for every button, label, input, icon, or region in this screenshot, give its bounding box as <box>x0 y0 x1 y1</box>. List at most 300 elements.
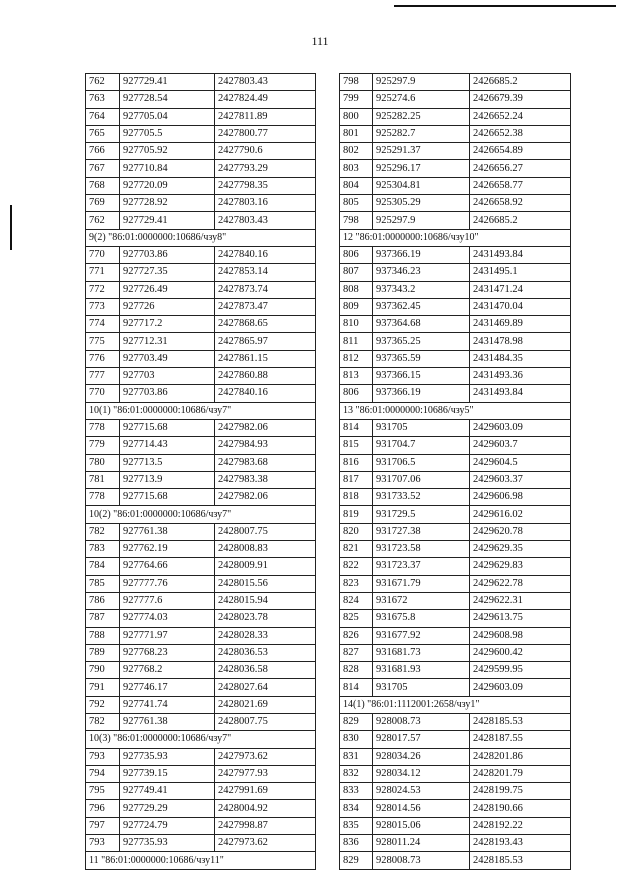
x-coordinate-cell: 928015.06 <box>373 817 470 834</box>
y-coordinate-cell: 2429603.7 <box>470 437 571 454</box>
y-coordinate-cell: 2427803.43 <box>215 212 316 229</box>
table-row <box>340 471 571 488</box>
point-number-cell: 766 <box>86 143 120 160</box>
point-number-cell: 764 <box>86 108 120 125</box>
y-coordinate-cell: 2428185.53 <box>470 852 571 869</box>
table-row <box>86 575 316 592</box>
point-number-cell: 799 <box>340 91 373 108</box>
point-number-cell: 772 <box>86 281 120 298</box>
point-number-cell: 814 <box>340 679 373 696</box>
point-number-cell: 770 <box>86 246 120 263</box>
point-number-cell: 806 <box>340 246 373 263</box>
table-section-header <box>86 402 316 419</box>
table-row <box>86 765 316 782</box>
y-coordinate-cell: 2431469.89 <box>470 316 571 333</box>
point-number-cell: 790 <box>86 662 120 679</box>
table-row <box>86 212 316 229</box>
table-row <box>86 368 316 385</box>
point-number-cell: 805 <box>340 195 373 212</box>
y-coordinate-cell: 2427982.06 <box>215 419 316 436</box>
x-coordinate-cell: 925291.37 <box>373 143 470 160</box>
point-number-cell: 763 <box>86 91 120 108</box>
x-coordinate-cell: 927703.49 <box>120 350 215 367</box>
point-number-cell: 796 <box>86 800 120 817</box>
x-coordinate-cell: 927768.2 <box>120 662 215 679</box>
x-coordinate-cell: 937365.25 <box>373 333 470 350</box>
table-row <box>340 298 571 315</box>
point-number-cell: 835 <box>340 817 373 834</box>
y-coordinate-cell: 2426652.38 <box>470 125 571 142</box>
x-coordinate-cell: 937364.68 <box>373 316 470 333</box>
x-coordinate-cell: 927761.38 <box>120 523 215 540</box>
table-row <box>86 748 316 765</box>
x-coordinate-cell: 927774.03 <box>120 610 215 627</box>
point-number-cell: 776 <box>86 350 120 367</box>
table-row <box>86 264 316 281</box>
y-coordinate-cell: 2429629.83 <box>470 558 571 575</box>
x-coordinate-cell: 927726.49 <box>120 281 215 298</box>
point-number-cell: 834 <box>340 800 373 817</box>
x-coordinate-cell: 927727.35 <box>120 264 215 281</box>
y-coordinate-cell: 2428007.75 <box>215 713 316 730</box>
table-row <box>340 592 571 609</box>
table-row <box>86 592 316 609</box>
y-coordinate-cell: 2428023.78 <box>215 610 316 627</box>
section-label: 10(2) "86:01:0000000:10686/чзу7" <box>86 506 316 523</box>
point-number-cell: 771 <box>86 264 120 281</box>
y-coordinate-cell: 2428008.83 <box>215 541 316 558</box>
x-coordinate-cell: 937366.19 <box>373 385 470 402</box>
y-coordinate-cell: 2427790.6 <box>215 143 316 160</box>
y-coordinate-cell: 2428015.56 <box>215 575 316 592</box>
table-row <box>340 558 571 575</box>
point-number-cell: 792 <box>86 696 120 713</box>
table-row <box>340 368 571 385</box>
y-coordinate-cell: 2431493.84 <box>470 246 571 263</box>
x-coordinate-cell: 927714.43 <box>120 437 215 454</box>
point-number-cell: 773 <box>86 298 120 315</box>
point-number-cell: 770 <box>86 385 120 402</box>
point-number-cell: 804 <box>340 177 373 194</box>
x-coordinate-cell: 927703.86 <box>120 246 215 263</box>
point-number-cell: 782 <box>86 713 120 730</box>
y-coordinate-cell: 2427983.38 <box>215 471 316 488</box>
point-number-cell: 811 <box>340 333 373 350</box>
x-coordinate-cell: 927710.84 <box>120 160 215 177</box>
y-coordinate-cell: 2428009.91 <box>215 558 316 575</box>
top-rule <box>394 5 616 7</box>
y-coordinate-cell: 2431484.35 <box>470 350 571 367</box>
table-section-header <box>340 402 571 419</box>
table-row <box>340 800 571 817</box>
y-coordinate-cell: 2428021.69 <box>215 696 316 713</box>
table-row <box>340 419 571 436</box>
table-row <box>340 679 571 696</box>
x-coordinate-cell: 927728.54 <box>120 91 215 108</box>
point-number-cell: 794 <box>86 765 120 782</box>
table-row <box>340 489 571 506</box>
table-row <box>86 644 316 661</box>
table-row <box>340 731 571 748</box>
point-number-cell: 781 <box>86 471 120 488</box>
x-coordinate-cell: 925305.29 <box>373 195 470 212</box>
table-row <box>86 783 316 800</box>
point-number-cell: 808 <box>340 281 373 298</box>
point-number-cell: 826 <box>340 627 373 644</box>
x-coordinate-cell: 931704.7 <box>373 437 470 454</box>
point-number-cell: 778 <box>86 489 120 506</box>
x-coordinate-cell: 927720.09 <box>120 177 215 194</box>
y-coordinate-cell: 2429620.78 <box>470 523 571 540</box>
table-row <box>340 350 571 367</box>
table-row <box>86 662 316 679</box>
table-row <box>86 800 316 817</box>
y-coordinate-cell: 2428190.66 <box>470 800 571 817</box>
x-coordinate-cell: 928008.73 <box>373 713 470 730</box>
table-row <box>340 644 571 661</box>
table-section-header <box>86 731 316 748</box>
point-number-cell: 783 <box>86 541 120 558</box>
table-row <box>340 74 571 91</box>
x-coordinate-cell: 931723.58 <box>373 541 470 558</box>
x-coordinate-cell: 927761.38 <box>120 713 215 730</box>
x-coordinate-cell: 937362.45 <box>373 298 470 315</box>
x-coordinate-cell: 937366.15 <box>373 368 470 385</box>
point-number-cell: 793 <box>86 835 120 852</box>
y-coordinate-cell: 2429604.5 <box>470 454 571 471</box>
y-coordinate-cell: 2427853.14 <box>215 264 316 281</box>
table-row <box>340 212 571 229</box>
point-number-cell: 779 <box>86 437 120 454</box>
point-number-cell: 798 <box>340 74 373 91</box>
x-coordinate-cell: 931681.73 <box>373 644 470 661</box>
y-coordinate-cell: 2427798.35 <box>215 177 316 194</box>
point-number-cell: 828 <box>340 662 373 679</box>
table-row <box>86 350 316 367</box>
y-coordinate-cell: 2428027.64 <box>215 679 316 696</box>
y-coordinate-cell: 2429608.98 <box>470 627 571 644</box>
y-coordinate-cell: 2428201.79 <box>470 765 571 782</box>
table-row <box>86 74 316 91</box>
point-number-cell: 816 <box>340 454 373 471</box>
x-coordinate-cell: 931733.52 <box>373 489 470 506</box>
y-coordinate-cell: 2427983.68 <box>215 454 316 471</box>
point-number-cell: 822 <box>340 558 373 575</box>
x-coordinate-cell: 927741.74 <box>120 696 215 713</box>
x-coordinate-cell: 928008.73 <box>373 852 470 869</box>
table-row <box>340 713 571 730</box>
point-number-cell: 785 <box>86 575 120 592</box>
table-row <box>340 91 571 108</box>
x-coordinate-cell: 927749.41 <box>120 783 215 800</box>
point-number-cell: 817 <box>340 471 373 488</box>
x-coordinate-cell: 931672 <box>373 592 470 609</box>
y-coordinate-cell: 2427873.47 <box>215 298 316 315</box>
x-coordinate-cell: 927735.93 <box>120 748 215 765</box>
table-row <box>86 177 316 194</box>
table-row <box>86 679 316 696</box>
x-coordinate-cell: 925296.17 <box>373 160 470 177</box>
point-number-cell: 775 <box>86 333 120 350</box>
x-coordinate-cell: 925297.9 <box>373 212 470 229</box>
point-number-cell: 819 <box>340 506 373 523</box>
point-number-cell: 798 <box>340 212 373 229</box>
x-coordinate-cell: 927729.29 <box>120 800 215 817</box>
y-coordinate-cell: 2429606.98 <box>470 489 571 506</box>
y-coordinate-cell: 2427840.16 <box>215 385 316 402</box>
y-coordinate-cell: 2428028.33 <box>215 627 316 644</box>
y-coordinate-cell: 2427800.77 <box>215 125 316 142</box>
y-coordinate-cell: 2426658.77 <box>470 177 571 194</box>
section-label: 14(1) "86:01:1112001:2658/чзу1" <box>340 696 571 713</box>
table-row <box>340 541 571 558</box>
section-label: 12 "86:01:0000000:10686/чзу10" <box>340 229 571 246</box>
y-coordinate-cell: 2431493.36 <box>470 368 571 385</box>
x-coordinate-cell: 931677.92 <box>373 627 470 644</box>
x-coordinate-cell: 927724.79 <box>120 817 215 834</box>
x-coordinate-cell: 927728.92 <box>120 195 215 212</box>
point-number-cell: 793 <box>86 748 120 765</box>
table-row <box>86 316 316 333</box>
y-coordinate-cell: 2429613.75 <box>470 610 571 627</box>
table-row <box>340 160 571 177</box>
table-row <box>86 471 316 488</box>
table-row <box>86 281 316 298</box>
y-coordinate-cell: 2427868.65 <box>215 316 316 333</box>
table-row <box>86 558 316 575</box>
y-coordinate-cell: 2427793.29 <box>215 160 316 177</box>
y-coordinate-cell: 2426654.89 <box>470 143 571 160</box>
x-coordinate-cell: 928017.57 <box>373 731 470 748</box>
x-coordinate-cell: 925282.25 <box>373 108 470 125</box>
x-coordinate-cell: 931671.79 <box>373 575 470 592</box>
y-coordinate-cell: 2431471.24 <box>470 281 571 298</box>
point-number-cell: 827 <box>340 644 373 661</box>
y-coordinate-cell: 2428015.94 <box>215 592 316 609</box>
table-row <box>340 506 571 523</box>
y-coordinate-cell: 2427824.49 <box>215 91 316 108</box>
table-row <box>86 333 316 350</box>
y-coordinate-cell: 2428187.55 <box>470 731 571 748</box>
right-coordinates-table <box>339 73 571 870</box>
table-row <box>340 385 571 402</box>
point-number-cell: 824 <box>340 592 373 609</box>
section-label: 10(3) "86:01:0000000:10686/чзу7" <box>86 731 316 748</box>
point-number-cell: 807 <box>340 264 373 281</box>
table-row <box>340 316 571 333</box>
y-coordinate-cell: 2428192.22 <box>470 817 571 834</box>
table-row <box>86 610 316 627</box>
x-coordinate-cell: 927715.68 <box>120 489 215 506</box>
y-coordinate-cell: 2428201.86 <box>470 748 571 765</box>
x-coordinate-cell: 925297.9 <box>373 74 470 91</box>
table-row <box>86 160 316 177</box>
y-coordinate-cell: 2427873.74 <box>215 281 316 298</box>
y-coordinate-cell: 2426656.27 <box>470 160 571 177</box>
x-coordinate-cell: 927726 <box>120 298 215 315</box>
point-number-cell: 831 <box>340 748 373 765</box>
point-number-cell: 791 <box>86 679 120 696</box>
y-coordinate-cell: 2428007.75 <box>215 523 316 540</box>
point-number-cell: 762 <box>86 212 120 229</box>
y-coordinate-cell: 2429622.31 <box>470 592 571 609</box>
point-number-cell: 814 <box>340 419 373 436</box>
x-coordinate-cell: 925304.81 <box>373 177 470 194</box>
right-table-body <box>340 74 571 870</box>
x-coordinate-cell: 931729.5 <box>373 506 470 523</box>
point-number-cell: 769 <box>86 195 120 212</box>
point-number-cell: 812 <box>340 350 373 367</box>
table-row <box>86 125 316 142</box>
table-row <box>340 748 571 765</box>
table-row <box>86 713 316 730</box>
point-number-cell: 789 <box>86 644 120 661</box>
page-number: 111 <box>311 34 329 48</box>
table-row <box>340 835 571 852</box>
y-coordinate-cell: 2431470.04 <box>470 298 571 315</box>
y-coordinate-cell: 2428004.92 <box>215 800 316 817</box>
y-coordinate-cell: 2428199.75 <box>470 783 571 800</box>
point-number-cell: 782 <box>86 523 120 540</box>
x-coordinate-cell: 937343.2 <box>373 281 470 298</box>
table-row <box>86 817 316 834</box>
table-row <box>86 385 316 402</box>
point-number-cell: 823 <box>340 575 373 592</box>
x-coordinate-cell: 927729.41 <box>120 212 215 229</box>
y-coordinate-cell: 2429616.02 <box>470 506 571 523</box>
point-number-cell: 806 <box>340 385 373 402</box>
table-section-header <box>86 852 316 869</box>
x-coordinate-cell: 931723.37 <box>373 558 470 575</box>
table-row <box>86 489 316 506</box>
table-row <box>86 523 316 540</box>
x-coordinate-cell: 931727.38 <box>373 523 470 540</box>
y-coordinate-cell: 2428185.53 <box>470 713 571 730</box>
table-row <box>340 195 571 212</box>
x-coordinate-cell: 927764.66 <box>120 558 215 575</box>
table-row <box>340 437 571 454</box>
y-coordinate-cell: 2426685.2 <box>470 212 571 229</box>
x-coordinate-cell: 927768.23 <box>120 644 215 661</box>
table-row <box>340 454 571 471</box>
y-coordinate-cell: 2426658.92 <box>470 195 571 212</box>
point-number-cell: 765 <box>86 125 120 142</box>
x-coordinate-cell: 927705.92 <box>120 143 215 160</box>
table-section-header <box>340 229 571 246</box>
point-number-cell: 797 <box>86 817 120 834</box>
point-number-cell: 778 <box>86 419 120 436</box>
y-coordinate-cell: 2427803.16 <box>215 195 316 212</box>
table-row <box>86 541 316 558</box>
point-number-cell: 786 <box>86 592 120 609</box>
x-coordinate-cell: 927713.9 <box>120 471 215 488</box>
y-coordinate-cell: 2429600.42 <box>470 644 571 661</box>
y-coordinate-cell: 2426685.2 <box>470 74 571 91</box>
table-section-header <box>86 506 316 523</box>
x-coordinate-cell: 927762.19 <box>120 541 215 558</box>
y-coordinate-cell: 2427973.62 <box>215 748 316 765</box>
point-number-cell: 768 <box>86 177 120 194</box>
table-row <box>86 246 316 263</box>
table-row <box>86 108 316 125</box>
x-coordinate-cell: 931705 <box>373 419 470 436</box>
x-coordinate-cell: 927713.5 <box>120 454 215 471</box>
y-coordinate-cell: 2427860.88 <box>215 368 316 385</box>
x-coordinate-cell: 927777.76 <box>120 575 215 592</box>
point-number-cell: 809 <box>340 298 373 315</box>
table-row <box>340 125 571 142</box>
table-row <box>340 264 571 281</box>
y-coordinate-cell: 2427973.62 <box>215 835 316 852</box>
x-coordinate-cell: 928014.56 <box>373 800 470 817</box>
y-coordinate-cell: 2427982.06 <box>215 489 316 506</box>
point-number-cell: 820 <box>340 523 373 540</box>
y-coordinate-cell: 2431478.98 <box>470 333 571 350</box>
table-row <box>340 852 571 869</box>
point-number-cell: 830 <box>340 731 373 748</box>
x-coordinate-cell: 927771.97 <box>120 627 215 644</box>
point-number-cell: 800 <box>340 108 373 125</box>
point-number-cell: 787 <box>86 610 120 627</box>
table-row <box>340 108 571 125</box>
section-label: 13 "86:01:0000000:10686/чзу5" <box>340 402 571 419</box>
x-coordinate-cell: 927705.5 <box>120 125 215 142</box>
left-table-body <box>86 74 316 870</box>
y-coordinate-cell: 2428036.58 <box>215 662 316 679</box>
x-coordinate-cell: 925274.6 <box>373 91 470 108</box>
table-row <box>86 419 316 436</box>
table-section-header <box>340 696 571 713</box>
y-coordinate-cell: 2431493.84 <box>470 385 571 402</box>
point-number-cell: 795 <box>86 783 120 800</box>
point-number-cell: 784 <box>86 558 120 575</box>
table-row <box>86 437 316 454</box>
y-coordinate-cell: 2429599.95 <box>470 662 571 679</box>
point-number-cell: 833 <box>340 783 373 800</box>
x-coordinate-cell: 931675.8 <box>373 610 470 627</box>
y-coordinate-cell: 2429603.09 <box>470 679 571 696</box>
y-coordinate-cell: 2429603.09 <box>470 419 571 436</box>
x-coordinate-cell: 931705 <box>373 679 470 696</box>
table-row <box>340 783 571 800</box>
table-row <box>86 91 316 108</box>
point-number-cell: 780 <box>86 454 120 471</box>
section-label: 10(1) "86:01:0000000:10686/чзу7" <box>86 402 316 419</box>
x-coordinate-cell: 928034.12 <box>373 765 470 782</box>
x-coordinate-cell: 927703.86 <box>120 385 215 402</box>
x-coordinate-cell: 927735.93 <box>120 835 215 852</box>
table-row <box>86 454 316 471</box>
x-coordinate-cell: 937365.59 <box>373 350 470 367</box>
y-coordinate-cell: 2427998.87 <box>215 817 316 834</box>
y-coordinate-cell: 2427811.89 <box>215 108 316 125</box>
table-row <box>86 298 316 315</box>
point-number-cell: 815 <box>340 437 373 454</box>
point-number-cell: 774 <box>86 316 120 333</box>
table-row <box>340 523 571 540</box>
x-coordinate-cell: 931681.93 <box>373 662 470 679</box>
table-row <box>340 662 571 679</box>
table-row <box>340 765 571 782</box>
x-coordinate-cell: 931707.06 <box>373 471 470 488</box>
point-number-cell: 813 <box>340 368 373 385</box>
point-number-cell: 762 <box>86 74 120 91</box>
table-row <box>340 817 571 834</box>
point-number-cell: 829 <box>340 852 373 869</box>
y-coordinate-cell: 2431495.1 <box>470 264 571 281</box>
table-section-header <box>86 229 316 246</box>
y-coordinate-cell: 2426679.39 <box>470 91 571 108</box>
